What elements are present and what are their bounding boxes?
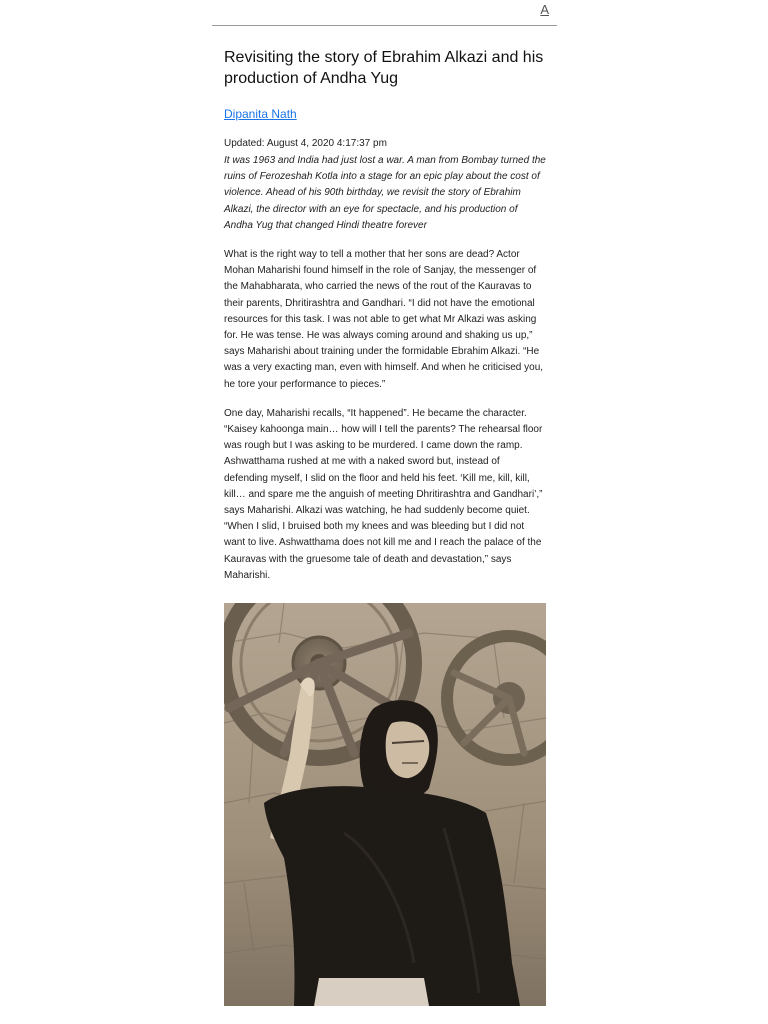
updated-timestamp: Updated: August 4, 2020 4:17:37 pm [224,138,387,149]
article-body [224,47,546,584]
article-headline: Revisiting the story of Ebrahim Alkazi and his production of Andha Yug [224,49,544,87]
photo-illustration [224,603,546,1006]
article-paragraph-1: What is the right way to tell a mother that her sons are dead? Actor Mohan Maharishi found himself in the role of Sanjay, the messenger of the Mahabharata, who carried the news of the rout of the Kauravas to their parents, Dhritirashtra and Gandhari. “I did not have the emotional resources for this task. I was not able to get what Mr Alkazi was asking for. He was tense. He was always coming around and shaking us up,” says Maharishi about training under the formidable Ebrahim Alkazi. “He was a very exacting man, even with himself. And when he criticised you, he tore your performance to pieces.” [224,249,544,390]
article-photo [224,603,546,1006]
top-toolbar [212,0,557,26]
author-link[interactable]: Dipanita Nath [224,107,297,121]
article-standfirst: It was 1963 and India had just lost a war. A man from Bombay turned the ruins of Ferozeshah Kotla into a stage for an epic play about the cost of violence. Ahead of his 90th birthday, we revisit the story of Ebrahim Alkazi, the director with an eye for spectacle, and his production of Andha Yug that changed Hindi theatre forever [224,155,546,231]
font-size-toggle-icon[interactable]: A [540,2,549,17]
article-paragraph-2: One day, Maharishi recalls, “It happened”. He became the character. “Kaisey kahoonga main… how will I tell the parents? The rehearsal floor was rough but I was asking to be murdered. I came down the ramp. Ashwatthama rushed at me with a naked sword but, instead of defending myself, I slid on the floor and held his feet. ‘Kill me, kill, kill, kill… and spare me the anguish of meeting Dhritirashtra and Gandhari’,” says Maharishi. Alkazi was watching, he had suddenly become quiet. “When I slid, I bruised both my knees and was bleeding but I did not want to live. Ashwatthama does not kill me and I reach the palace of the Kauravas with the gruesome tale of death and devastation,” says Maharishi. [224,407,543,581]
